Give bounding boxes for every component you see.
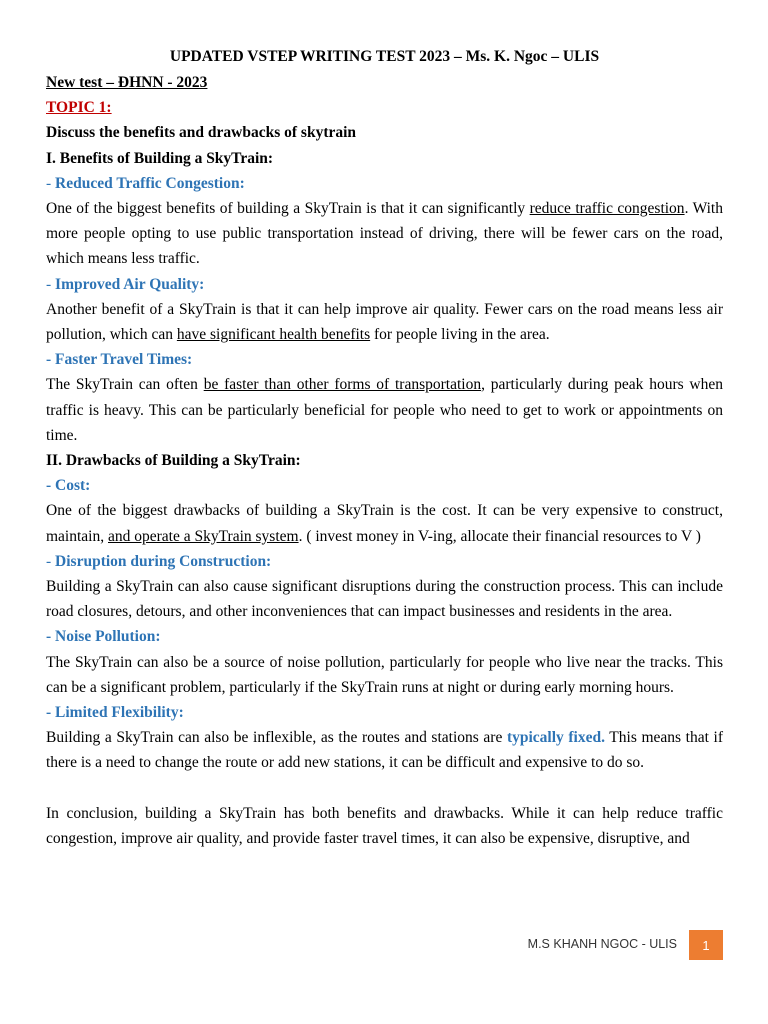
drawback-1-heading: - Cost:	[46, 477, 91, 495]
heading-dash: -	[46, 552, 56, 570]
paragraph-text: . ( invest money in V-ing, allocate their financial resources to V )	[298, 527, 701, 545]
benefit-2-title: Improved Air Quality:	[55, 275, 205, 293]
underlined-phrase: reduce traffic congestion	[529, 200, 685, 218]
drawback-4-paragraph	[46, 725, 723, 775]
benefit-3-paragraph	[46, 372, 723, 448]
document-subtitle: New test – ĐHNN - 2023	[46, 74, 208, 91]
paragraph-text: , particularly during peak hours when traffic is heavy. This can be particularly beneficial for people who need to get to work or appointments on time.	[46, 376, 723, 444]
paragraph-text: One of the biggest benefits of building a SkyTrain is that it can significantly	[46, 200, 530, 218]
essay-prompt: Discuss the benefits and drawbacks of skytrain	[46, 124, 357, 142]
paragraph-text: . With more people opting to use public transportation instead of driving, there will be fewer cars on the road, which means less traffic.	[46, 200, 723, 268]
page-number-badge: 1	[689, 930, 723, 960]
drawback-4-heading: - Limited Flexibility:	[46, 704, 184, 722]
benefit-1-title: Reduced Traffic Congestion:	[55, 174, 245, 192]
benefit-3-heading: - Faster Travel Times:	[46, 351, 193, 369]
heading-dash: -	[46, 275, 56, 293]
highlighted-phrase: typically fixed.	[506, 729, 605, 747]
paragraph-text: One of the biggest drawbacks of building a SkyTrain is the cost. It can be very expensive to construct, maintain,	[46, 502, 723, 545]
conclusion-paragraph: In conclusion, building a SkyTrain has both benefits and drawbacks. While it can help reduce traffic congestion, improve air quality, and provide faster travel times, it can also be expensive, disruptive, and	[46, 804, 723, 847]
paragraph-text: This means that if there is a need to change the route or add new stations, it can be difficult and expensive to do so.	[46, 729, 723, 772]
drawback-2-heading	[46, 549, 723, 574]
benefit-1-heading	[46, 171, 723, 196]
section-benefits-heading: I. Benefits of Building a SkyTrain:	[46, 149, 274, 167]
document-page	[46, 44, 723, 851]
drawback-2-title: Disruption during Construction:	[55, 552, 272, 570]
underlined-phrase: have significant health benefits	[176, 326, 371, 344]
page-footer	[0, 930, 723, 960]
benefit-2-paragraph	[46, 297, 723, 347]
benefit-2-heading	[46, 272, 723, 297]
drawback-1-paragraph	[46, 498, 723, 548]
drawback-2-paragraph: Building a SkyTrain can also cause significant disruptions during the construction process. This can include road closures, detours, and other inconveniences that can impact businesses and residents in the area.	[46, 578, 723, 621]
drawback-3-paragraph: The SkyTrain can also be a source of noise pollution, particularly for people who live near the tracks. This can be a significant problem, particularly if the SkyTrain runs at night or during early morning hours.	[46, 653, 723, 696]
underlined-phrase: be faster than other forms of transportation	[203, 376, 482, 394]
section-drawbacks-heading: II. Drawbacks of Building a SkyTrain:	[46, 452, 301, 470]
paragraph-text: for people living in the area.	[370, 326, 550, 344]
heading-dash: -	[46, 174, 56, 192]
paragraph-spacer	[46, 776, 723, 801]
drawback-3-heading: - Noise Pollution:	[46, 628, 161, 646]
document-title: UPDATED VSTEP WRITING TEST 2023 – Ms. K. Ngoc – ULIS	[169, 48, 600, 65]
paragraph-text: The SkyTrain can often	[46, 376, 204, 394]
paragraph-text: Another benefit of a SkyTrain is that it can help improve air quality. Fewer cars on the road means less air pollution, which can	[46, 300, 723, 344]
underlined-phrase: and operate a SkyTrain system	[108, 527, 299, 545]
paragraph-text: Building a SkyTrain can also be inflexible, as the routes and stations are	[46, 729, 507, 747]
topic-label: TOPIC 1:	[46, 99, 112, 117]
footer-author: M.S KHANH NGOC - ULIS	[527, 937, 677, 951]
benefit-1-paragraph	[46, 196, 723, 272]
